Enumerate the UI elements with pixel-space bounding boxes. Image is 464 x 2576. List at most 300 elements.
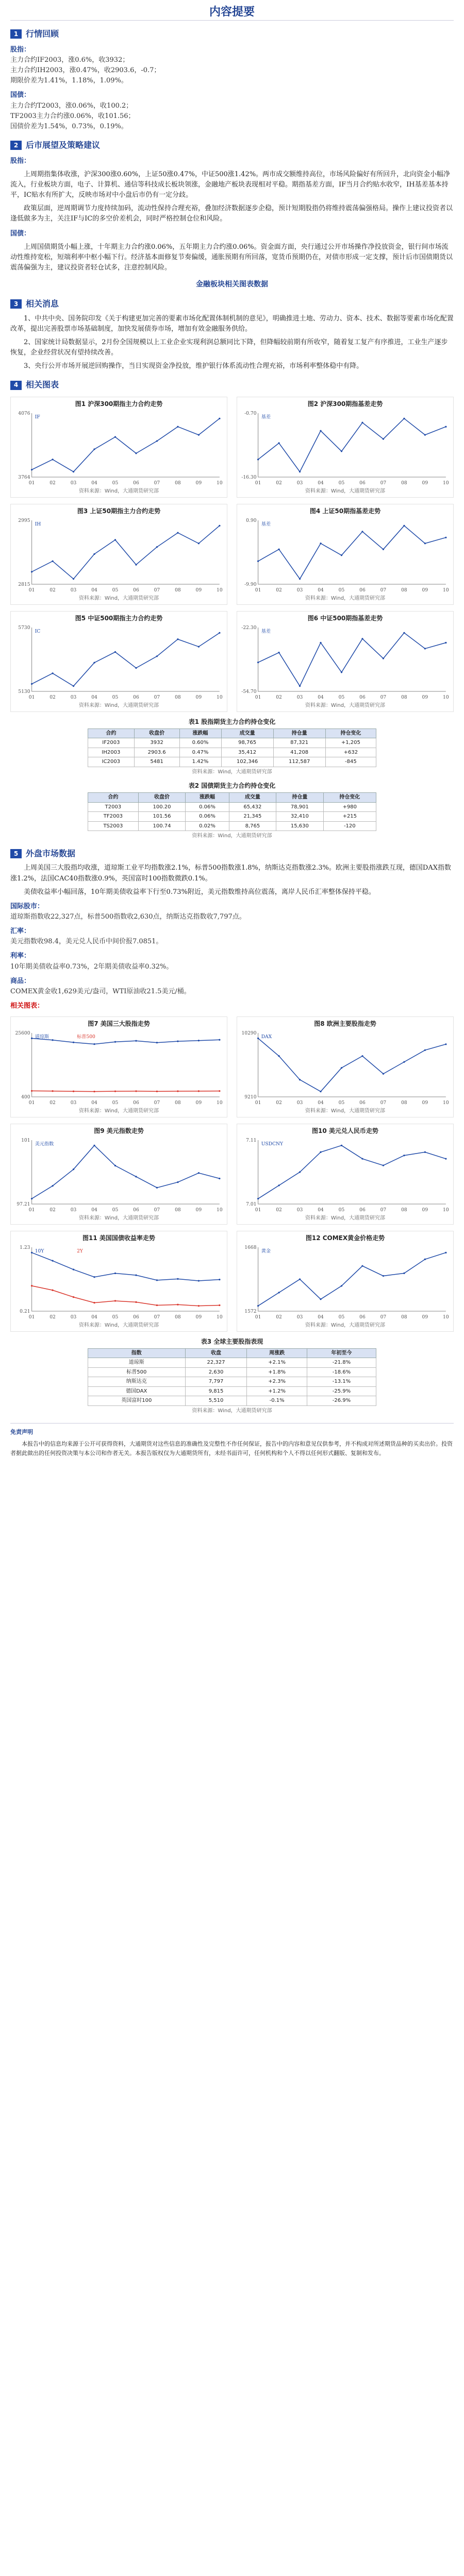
data-point [73, 1090, 74, 1092]
data-point [219, 1304, 220, 1306]
x-tick-label: 02 [49, 694, 56, 700]
data-point [52, 672, 53, 674]
data-point [93, 1144, 95, 1146]
disclaimer-text: 本报告中的信息均来源于公开可获得资料，大通期货对这些信息的准确性及完整性不作任何保证，报告中的内容和意见仅供参考，并不构成对所述期货品种的买卖出价。投资者据此做出的任何投资决策与本公司和作者无关。本报告版权仅为大通期货所有，未经书面许可，任何机构和个人不得以任何形式翻版、复制和发布。 [10, 1440, 453, 1456]
data-point [341, 1285, 342, 1286]
x-tick-label: 05 [338, 694, 345, 700]
chart [237, 1124, 454, 1225]
x-tick-label: 03 [296, 1207, 303, 1213]
data-point [93, 1276, 95, 1278]
table-row [88, 1386, 376, 1396]
table-header-cell: 成交量 [229, 793, 276, 803]
data-point [156, 1279, 158, 1281]
chart-source: 资料来源：Wind，大通期货研究部 [78, 1108, 159, 1114]
table-source: 资料来源：Wind，大通期货研究部 [192, 769, 272, 775]
table-cell: 100.74 [138, 821, 185, 831]
chart-source: 资料来源：Wind，大通期货研究部 [305, 702, 386, 708]
x-tick-label: 03 [70, 694, 77, 700]
x-tick-label: 03 [70, 1100, 77, 1106]
data-point [278, 1184, 279, 1186]
chart-plot [14, 409, 224, 486]
data-point [383, 657, 384, 659]
data-point [52, 1039, 53, 1041]
table-header-cell: 持仓变化 [323, 793, 376, 803]
x-tick-label: 03 [296, 1100, 303, 1106]
data-point [114, 1273, 116, 1274]
data-point [257, 560, 259, 562]
x-tick-label: 05 [112, 694, 119, 700]
chart-plot [14, 516, 224, 594]
x-tick-label: 01 [28, 694, 35, 700]
chart-grid [10, 1016, 454, 1332]
chart-title: 图6 中证500期指基差走势 [307, 615, 383, 622]
x-tick-label: 02 [276, 694, 282, 700]
x-tick-label: 07 [380, 1100, 387, 1106]
x-tick-label: 01 [28, 1314, 35, 1320]
x-tick-label: 07 [380, 694, 387, 700]
data-point [424, 1151, 426, 1153]
chart [10, 1124, 227, 1225]
x-tick-label: 03 [296, 1314, 303, 1320]
text-line: TF2003主力合约涨0.06%，收101.56； [10, 112, 135, 120]
table-cell: 7,797 [185, 1377, 247, 1387]
table-cell: -26.9% [307, 1396, 376, 1406]
chart-axis [32, 1140, 220, 1204]
data-table-block [88, 781, 376, 840]
data-point [383, 1164, 384, 1166]
x-tick-label: 09 [195, 694, 202, 700]
chart [237, 611, 454, 712]
x-tick-label: 04 [318, 1100, 324, 1106]
section-title: 相关图表 [26, 380, 59, 390]
table-cell: IF2003 [88, 738, 135, 748]
x-tick-label: 06 [133, 694, 139, 700]
data-point [156, 440, 158, 442]
data-point [403, 632, 405, 634]
x-tick-label: 04 [91, 1207, 97, 1213]
chart [237, 397, 454, 498]
x-tick-label: 03 [296, 480, 303, 486]
table-header-cell: 收盘价 [138, 793, 185, 803]
table-cell: 21,345 [229, 812, 276, 822]
data-point [341, 450, 342, 452]
group-label: 国债： [10, 229, 31, 238]
data-point [341, 554, 342, 556]
table-cell: 2903.6 [134, 748, 179, 757]
y-tick-label: 2815 [18, 582, 30, 587]
data-point [135, 1301, 137, 1303]
data-point [257, 459, 259, 460]
data-point [299, 471, 301, 472]
x-tick-label: 03 [70, 480, 77, 486]
x-tick-label: 02 [276, 1207, 282, 1213]
data-point [31, 1037, 32, 1039]
data-point [299, 1079, 301, 1080]
series-line [258, 633, 446, 686]
x-tick-label: 04 [318, 1207, 324, 1213]
data-point [177, 1181, 178, 1183]
table-cell: -18.6% [307, 1367, 376, 1377]
x-tick-label: 04 [91, 587, 97, 593]
text-line: 10年期美债收益率0.73%，2年期美债收益率0.32%。 [10, 962, 173, 971]
table-source: 资料来源：Wind，大通期货研究部 [192, 833, 272, 839]
x-tick-label: 06 [133, 587, 139, 593]
data-point [445, 426, 446, 427]
y-tick-label: 3764 [18, 474, 30, 480]
y-tick-label: 4076 [18, 411, 30, 416]
table-cell: -0.1% [247, 1396, 307, 1406]
table-header-cell: 收盘价 [134, 728, 179, 738]
data-point [93, 1302, 95, 1303]
table-row [88, 821, 376, 831]
y-tick-label: 7.11 [246, 1138, 257, 1143]
figures-label: 相关图表： [10, 1002, 44, 1010]
table-header-cell: 年初至今 [307, 1348, 376, 1358]
legend-entry: DAX [261, 1034, 272, 1040]
data-point [383, 1073, 384, 1074]
data-point [278, 548, 279, 550]
table-cell: 35,412 [221, 748, 273, 757]
x-tick-label: 10 [217, 1100, 223, 1106]
chart-plot [14, 623, 224, 701]
chart-title: 图9 美元指数走势 [94, 1127, 144, 1135]
data-point [177, 638, 178, 640]
data-point [114, 1165, 116, 1166]
table-cell: 0.06% [186, 812, 229, 822]
y-tick-label: 400 [21, 1094, 30, 1100]
x-tick-label: 08 [175, 1207, 181, 1213]
data-point [135, 667, 137, 669]
data-point [219, 417, 220, 419]
center-title: 金融板块相关图表数据 [196, 280, 268, 289]
table-cell: 32,410 [276, 812, 323, 822]
text-line: 国债价差为1.54%，0.73%，0.19%。 [10, 122, 128, 130]
table-cell: 15,630 [276, 821, 323, 831]
chart-source: 资料来源：Wind，大通期货研究部 [78, 595, 159, 601]
table-cell: 5481 [134, 757, 179, 767]
chart-plot [14, 1136, 224, 1213]
y-tick-label: 0.90 [246, 518, 257, 523]
legend-entry: 黄金 [261, 1248, 271, 1254]
legend-entry: IF [35, 414, 40, 420]
data-point [445, 1252, 446, 1253]
x-tick-label: 07 [154, 1207, 160, 1213]
table-row [88, 757, 376, 767]
x-tick-label: 07 [380, 1207, 387, 1213]
table-cell: 41,208 [273, 748, 325, 757]
table-cell: 2,630 [185, 1367, 247, 1377]
x-tick-label: 09 [195, 480, 202, 486]
data-point [31, 469, 32, 470]
data-point [445, 536, 446, 538]
paragraph: 上周国债期货小幅上涨，十年期主力合约涨0.06%，五年期主力合约涨0.06%。资金面方面，央行通过公开市场操作净投放资金，银行间市场流动性维持宽松，短端利率中枢小幅下行。经济基本面修复节奏偏缓，通胀预期有所回落，宽货币预期仍在，对债市形成一定支撑，预计后市国债期货以震荡偏强为主，建议投资者轻仓试多，注意控制风险。 [10, 243, 453, 272]
chart-plot [240, 623, 450, 701]
x-tick-label: 06 [359, 1207, 366, 1213]
legend-entry: USDCNY [261, 1141, 284, 1147]
series-line [258, 1038, 446, 1091]
data-point [361, 1158, 363, 1159]
data-point [403, 1155, 405, 1156]
data-point [219, 525, 220, 527]
x-tick-label: 10 [217, 694, 223, 700]
data-point [31, 683, 32, 685]
y-tick-label: 5130 [18, 689, 30, 694]
data-point [361, 1055, 363, 1057]
chart-source: 资料来源：Wind，大通期货研究部 [305, 1322, 386, 1328]
table-title: 表1 股指期货主力合约持仓变化 [188, 718, 276, 726]
data-point [341, 1067, 342, 1069]
table-cell: 1.42% [179, 757, 221, 767]
chart-plot [240, 516, 450, 594]
chart [10, 1231, 227, 1332]
table-header-row [88, 793, 376, 803]
data-point [198, 1305, 200, 1307]
table-cell: +2.1% [247, 1358, 307, 1368]
data-point [114, 1090, 116, 1092]
x-tick-label: 08 [401, 1314, 407, 1320]
x-tick-label: 08 [175, 587, 181, 593]
data-point [198, 1280, 200, 1281]
x-tick-label: 02 [276, 1100, 282, 1106]
chart-source: 资料来源：Wind，大通期货研究部 [305, 1108, 386, 1114]
x-tick-label: 07 [380, 587, 387, 593]
data-point [31, 1090, 32, 1091]
x-tick-label: 09 [195, 1314, 202, 1320]
data-point [219, 1039, 220, 1040]
y-tick-label: -22.30 [241, 625, 257, 631]
data-point [198, 434, 200, 435]
table-cell: TF2003 [88, 812, 139, 822]
x-tick-label: 02 [276, 480, 282, 486]
table-cell: 101.56 [138, 812, 185, 822]
x-tick-label: 01 [255, 1100, 261, 1106]
chart-title: 图11 美国国债收益率走势 [82, 1234, 155, 1242]
chart-axis [32, 1033, 220, 1097]
table-header-cell: 成交量 [221, 728, 273, 738]
data-point [52, 560, 53, 562]
chart-source: 资料来源：Wind，大通期货研究部 [78, 488, 159, 494]
x-tick-label: 01 [28, 587, 35, 593]
table-header-cell: 指数 [88, 1348, 186, 1358]
chart-axis [258, 1140, 446, 1204]
data-point [278, 1055, 279, 1057]
data-point [299, 1278, 301, 1280]
data-point [257, 1037, 259, 1039]
section-header-news [10, 298, 454, 311]
text-line: 主力合约T2003，涨0.06%，收100.2； [10, 101, 133, 110]
data-point [361, 421, 363, 423]
x-tick-label: 07 [154, 587, 160, 593]
table-cell: 100.20 [138, 802, 185, 812]
table-cell: 标普500 [88, 1367, 186, 1377]
x-tick-label: 08 [401, 694, 407, 700]
legend-entry: IH [35, 521, 41, 527]
x-tick-label: 06 [359, 1100, 366, 1106]
x-tick-label: 06 [133, 1100, 139, 1106]
x-tick-label: 08 [401, 1207, 407, 1213]
data-point [135, 1090, 137, 1092]
x-tick-label: 01 [255, 694, 261, 700]
x-tick-label: 09 [422, 1314, 428, 1320]
x-tick-label: 10 [217, 587, 223, 593]
chart-axis [258, 1033, 446, 1097]
table-cell: +1,205 [325, 738, 376, 748]
chart-title: 图2 沪深300期指基差走势 [307, 400, 383, 408]
section-number: 1 [10, 29, 22, 39]
x-tick-label: 04 [91, 694, 97, 700]
x-tick-label: 02 [49, 480, 56, 486]
chart-axis [32, 628, 220, 691]
table-row [88, 1367, 376, 1377]
table-row [88, 738, 376, 748]
data-point [156, 1042, 158, 1043]
data-point [114, 651, 116, 653]
x-tick-label: 06 [359, 694, 366, 700]
chart [237, 504, 454, 605]
chart-plot [240, 1136, 450, 1213]
chart-source: 资料来源：Wind，大通期货研究部 [78, 1215, 159, 1221]
data-point [278, 652, 279, 653]
x-tick-label: 08 [401, 480, 407, 486]
table-source: 资料来源：Wind，大通期货研究部 [192, 1408, 272, 1414]
section-header-overseas [10, 848, 454, 860]
x-tick-label: 08 [175, 694, 181, 700]
table-cell: 纳斯达克 [88, 1377, 186, 1387]
data-point [135, 564, 137, 565]
y-tick-label: 10290 [241, 1030, 257, 1036]
x-tick-label: 04 [91, 480, 97, 486]
y-tick-label: -54.70 [241, 689, 257, 694]
data-point [424, 543, 426, 544]
data-table [88, 1348, 376, 1406]
table-cell: -13.1% [307, 1377, 376, 1387]
series-line [258, 1252, 446, 1306]
table-header-cell: 持仓变化 [325, 728, 376, 738]
data-point [424, 1049, 426, 1050]
y-tick-label: 0.21 [20, 1309, 30, 1314]
table-cell: 0.02% [186, 821, 229, 831]
y-tick-label: 7.01 [246, 1201, 257, 1207]
data-point [257, 662, 259, 663]
paragraph: 上周美国三大股指均收涨，道琼斯工业平均指数涨2.1%，标普500指数涨1.8%，纳斯达克指数涨2.3%。欧洲主要股指涨跌互现，德国DAX指数涨1.2%，法国CAC40指数涨0.9%，英国富时100指数微跌0.1%。 [10, 864, 451, 883]
data-point [73, 1268, 74, 1270]
x-tick-label: 03 [296, 587, 303, 593]
x-tick-label: 05 [112, 480, 119, 486]
x-tick-label: 08 [175, 480, 181, 486]
x-tick-label: 05 [338, 1314, 345, 1320]
x-tick-label: 05 [338, 1100, 345, 1106]
data-point [177, 532, 178, 533]
table-group [10, 1337, 454, 1415]
group-label: 国际股市： [10, 902, 44, 910]
x-tick-label: 06 [359, 1314, 366, 1320]
chart-plot [240, 1243, 450, 1320]
chart [237, 1016, 454, 1117]
table-cell: 0.06% [186, 802, 229, 812]
data-point [177, 1278, 178, 1280]
x-tick-label: 04 [318, 1314, 324, 1320]
disclaimer [10, 1423, 454, 1457]
data-point [52, 1260, 53, 1261]
data-point [93, 1091, 95, 1092]
data-point [31, 1252, 32, 1253]
data-point [177, 426, 178, 427]
chart-title: 图7 美国三大股指走势 [88, 1020, 150, 1028]
series-line [32, 1038, 220, 1044]
section-title: 相关消息 [26, 298, 59, 309]
chart-grid [10, 397, 454, 712]
text-line: 主力合约IH2003，涨0.47%，收2903.6，-0.7； [10, 66, 161, 75]
data-point [320, 642, 321, 643]
data-point [278, 442, 279, 444]
chart-axis [258, 413, 446, 477]
x-tick-label: 04 [318, 694, 324, 700]
data-point [424, 1258, 426, 1260]
data-point [383, 438, 384, 439]
data-point [424, 648, 426, 649]
legend-entry: 标普500 [77, 1034, 95, 1040]
x-tick-label: 02 [49, 1207, 56, 1213]
chart-plot [240, 1029, 450, 1106]
data-point [403, 417, 405, 419]
group-label: 汇率： [10, 927, 31, 936]
x-tick-label: 03 [70, 1207, 77, 1213]
data-point [135, 452, 137, 454]
x-tick-label: 10 [217, 1314, 223, 1320]
data-point [361, 531, 363, 532]
table-cell: 德国DAX [88, 1386, 186, 1396]
table-cell: 65,432 [229, 802, 276, 812]
table-cell: 3932 [134, 738, 179, 748]
x-tick-label: 05 [112, 1207, 119, 1213]
table-header-cell: 收盘 [185, 1348, 247, 1358]
table-cell: 5,510 [185, 1396, 247, 1406]
table-cell: T2003 [88, 802, 139, 812]
y-tick-label: 97.21 [16, 1201, 30, 1207]
x-tick-label: 10 [443, 480, 449, 486]
section-title: 行情回顾 [26, 29, 59, 39]
x-tick-label: 03 [70, 587, 77, 593]
chart-source: 资料来源：Wind，大通期货研究部 [305, 488, 386, 494]
data-point [93, 1043, 95, 1045]
table-cell: 87,321 [273, 738, 325, 748]
data-point [320, 1091, 321, 1092]
table-cell: 9,815 [185, 1386, 247, 1396]
x-tick-label: 04 [91, 1314, 97, 1320]
x-tick-label: 02 [276, 1314, 282, 1320]
data-point [341, 1144, 342, 1146]
data-point [135, 1040, 137, 1041]
data-point [73, 1168, 74, 1170]
series-line [32, 526, 220, 579]
legend-entry: 10Y [35, 1248, 44, 1254]
y-tick-label: 25600 [15, 1030, 30, 1036]
disclaimer-title: 免责声明 [10, 1429, 33, 1436]
data-point [52, 1185, 53, 1187]
data-point [73, 578, 74, 580]
data-point [320, 1298, 321, 1300]
table-cell: 102,346 [221, 757, 273, 767]
news-paragraph: 1、中共中央、国务院印发《关于构建更加完善的要素市场化配置体制机制的意见》，明确推进土地、劳动力、资本、技术、数据等要素市场化配置改革，提出完善股票市场基础制度，加快发展债券市场，增加有效金融服务供给。 [10, 314, 454, 333]
chart-source: 资料来源：Wind，大通期货研究部 [305, 1215, 386, 1221]
table-header-cell: 涨跌幅 [179, 728, 221, 738]
x-tick-label: 10 [443, 587, 449, 593]
x-tick-label: 04 [318, 587, 324, 593]
data-point [320, 1151, 321, 1153]
table-cell: 112,587 [273, 757, 325, 767]
data-point [31, 571, 32, 572]
table-row [88, 802, 376, 812]
